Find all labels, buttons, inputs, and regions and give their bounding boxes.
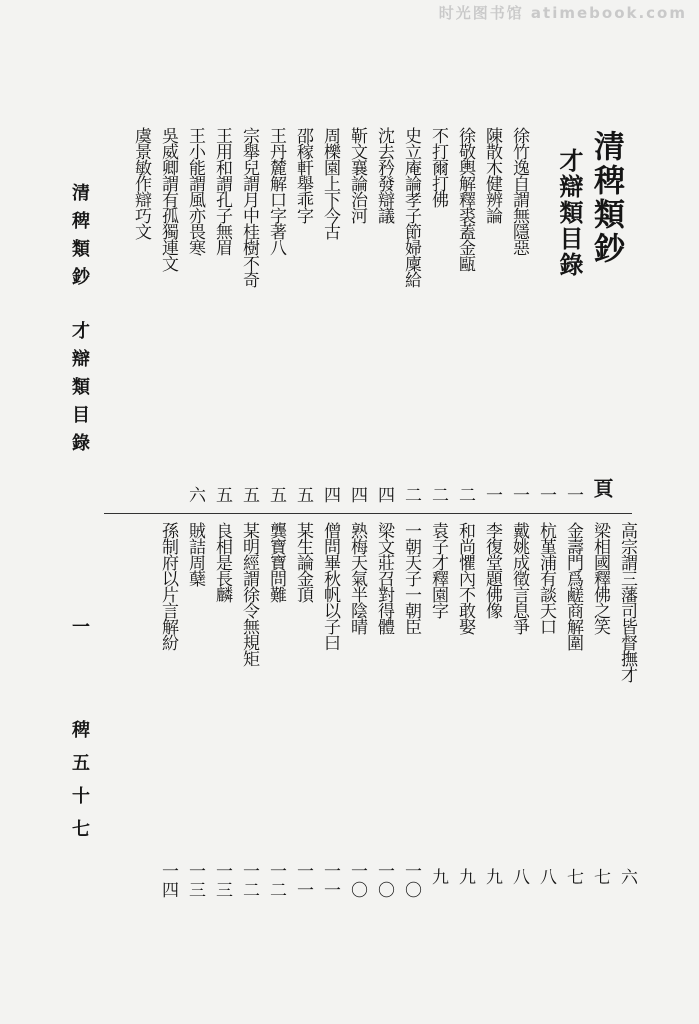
entry-page: 一〇 [401,862,421,900]
margin-folio-number: 一 [69,617,90,650]
entry-page: 一三 [212,862,232,900]
entry-title: 金壽門爲鹺商解圍 [563,522,583,650]
entry-page: 四 [374,486,394,511]
entry-title: 靳文襄論治河 [347,127,367,223]
entry-page: 一三 [185,862,205,900]
entry-page: 二 [401,486,421,511]
margin-volume: 稗五十七 [69,720,90,852]
entry-page: 八 [509,868,529,893]
entry-page: 八 [536,868,556,893]
entry-title: 僧問畢秋帆以子曰 [320,522,340,650]
entry-title: 良相是長麟 [212,522,232,602]
entry-page: 四 [320,486,340,511]
entry-page: 一 [509,486,529,511]
entry-title: 史立庵論孝子節婦廩給 [401,127,421,287]
entry-title: 龔寶寶問難 [266,522,286,602]
entry-title: 徐敬輿解釋裘蓋金甌 [455,127,475,271]
margin-folio [66,617,92,852]
margin-book-title [66,183,92,461]
entry-page: 一四 [158,862,178,900]
watermark: 时光图书馆 atimebook.com [438,4,687,22]
entry-page: 五 [266,486,286,511]
entry-page: 七 [590,868,610,893]
entry-page: 一 [563,486,583,511]
entry-page: 五 [293,486,313,511]
entry-page: 六 [617,868,637,893]
section-title: 才辯類目錄 [555,148,584,278]
entry-title: 王丹麓解口字著八 [266,127,286,255]
entry-page: 九 [455,868,475,893]
entry-title: 不打爾打佛 [428,127,448,207]
entry-title: 陳散木健辨論 [482,127,502,223]
book-title: 清稗類鈔 [588,130,624,266]
entry-title: 高宗謂三藩司皆督撫才 [617,522,637,682]
entry-title: 徐竹逸自謂無隱惡 [509,127,529,255]
entry-title: 梁文莊召對得體 [374,522,394,634]
entry-title: 沈去矜發辯議 [374,127,394,223]
entry-page: 一〇 [374,862,394,900]
entry-page: 九 [428,868,448,893]
entry-title: 杭堇浦有談天口 [536,522,556,634]
entry-page: 六 [185,486,205,511]
entry-page: 二 [428,486,448,511]
margin-title-text: 清稗類鈔 [69,183,90,295]
entry-page: 四 [347,486,367,511]
entry-page: 一一 [320,862,340,900]
entry-page: 二 [455,486,475,511]
entry-title: 吳威卿謂有孤獨連文 [158,127,178,271]
divider-rule [104,513,632,514]
entry-title: 周櫟園上下今古 [320,127,340,239]
entry-page: 九 [482,868,502,893]
margin-section-text: 才辯類目錄 [69,321,90,461]
entry-page: 七 [563,868,583,893]
entry-page: 一〇 [347,862,367,900]
entry-title: 邵稼軒舉乖字 [293,127,313,223]
entry-title: 梁相國釋佛之笑 [590,522,610,634]
entry-title: 虞景敏作辯巧文 [131,127,151,239]
entry-page: 一 [482,486,502,511]
entry-title: 李復堂題佛像 [482,522,502,618]
entry-page: 一二 [266,862,286,900]
entry-title: 某生論金頂 [293,522,313,602]
entry-title: 某明經謂徐令無規矩 [239,522,259,666]
entry-title: 一朝天子一朝臣 [401,522,421,634]
entry-title: 戴姚成徵言息爭 [509,522,529,634]
entry-title: 袁子才釋園字 [428,522,448,618]
entry-page: 一 [536,486,556,511]
entry-title: 孫制府以片言解紛 [158,522,178,650]
entry-title: 王小能謂風亦畏寒 [185,127,205,255]
entry-title: 宗舉兒謂月中桂樹不奇 [239,127,259,287]
page-column-header: 頁 [590,478,614,498]
entry-title: 和尚懼內不敢娶 [455,522,475,634]
entry-page: 一二 [239,862,259,900]
entry-title: 賊詰周蘖 [185,522,205,586]
entry-page: 五 [212,486,232,511]
entry-page: 一一 [293,862,313,900]
entry-page: 五 [239,486,259,511]
entry-title: 熟梅天氣半陰晴 [347,522,367,634]
entry-title: 王用和謂孔子無眉 [212,127,232,255]
